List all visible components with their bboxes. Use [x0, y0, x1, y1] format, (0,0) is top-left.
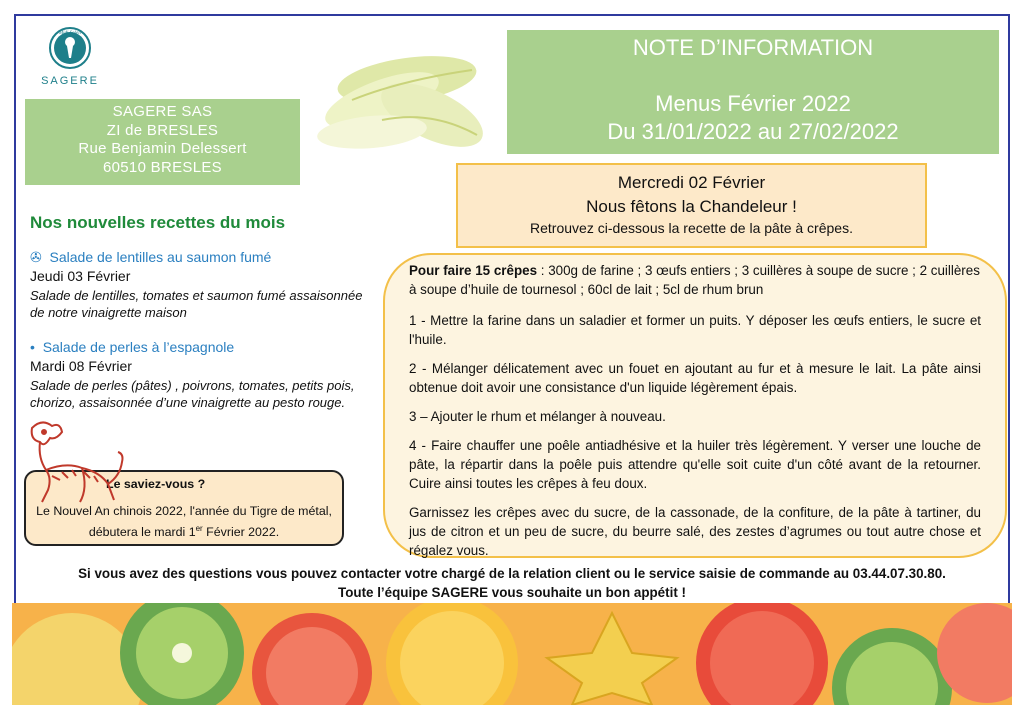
closing-line: Toute l’équipe SAGERE vous souhaite un bon appétit ! [338, 585, 686, 600]
dish-description: Salade de lentilles, tomates et saumon fumé assaisonnée de notre vinaigrette maison [30, 288, 363, 320]
recipe-ingredients: Pour faire 15 crêpes : 300g de farine ; 3 œufs entiers ; 3 cuillères à soupe de sucre ; 2 cuillères à soupe d’huile de tournesol ; 60cl de lait ; 5cl de rhum brun [409, 263, 980, 297]
note-period: Du 31/01/2022 au 27/02/2022 [607, 119, 899, 144]
dish-title: ✇ Salade de lentilles au saumon fumé [30, 249, 272, 265]
endive-image [312, 40, 492, 155]
note-menus: Menus Février 2022 [655, 91, 851, 116]
recipe-step: 2 - Mélanger délicatement avec un fouet en ajoutant au fur et à mesure le lait. La pâte ainsi obtenue doit avoir une consistance d'un liquide légèrement épais. [409, 361, 981, 395]
dish-bullet-icon: ✇ [30, 249, 42, 265]
did-you-know-body: Le Nouvel An chinois 2022, l'année du Tigre de métal, débutera le mardi 1er Février 2022. [36, 504, 332, 540]
recipe-step: 1 - Mettre la farine dans un saladier et former un puits. Y déposer les œufs entiers, le sucre et l'huile. [409, 313, 981, 347]
tiger-icon [22, 418, 126, 508]
address-line: 60510 BRESLES [103, 158, 222, 176]
did-you-know-title: Le saviez-vous ? [106, 477, 206, 491]
recipe-step: 4 - Faire chauffer une poêle antiadhésive et la huiler très légèrement. Y verser une louche de pâte, la répartir dans la poêle puis attendre qu'elle soit cuite d'un côté avant de la retourner. Cuire ainsi toutes les crêpes à feu doux. [409, 438, 981, 491]
address-line: SAGERE SAS [112, 103, 213, 120]
recipe-garnish: Garnissez les crêpes avec du sucre, de la cassonade, de la confiture, de la pâte à tartiner, du jus de citron et un peu de sucre, du beurre salé, des zestes d’agrumes ou tout autre chose et régalez vous. [409, 505, 981, 558]
chandeleur-box [456, 163, 927, 248]
chandeleur-heading: Nous fêtons la Chandeleur ! [586, 197, 797, 216]
info-note-box [507, 30, 999, 154]
dish-bullet-icon: • [30, 339, 35, 355]
recipe-step: 3 – Ajouter le rhum et mélanger à nouveau. [409, 409, 666, 424]
note-title: NOTE D’INFORMATION [632, 35, 874, 60]
dish-title: • Salade de perles à l’espagnole [30, 339, 235, 355]
chandeleur-subheading: Retrouvez ci-dessous la recette de la pâte à crêpes. [530, 220, 853, 236]
address-line: Rue Benjamin Delessert [78, 140, 247, 157]
address-box [25, 99, 300, 185]
citrus-fruits-banner [12, 603, 1012, 705]
sagere-logo [37, 24, 103, 90]
contact-line: Si vous avez des questions vous pouvez contacter votre chargé de la relation client ou le service saisie de commande au 03.44.07.30.80. [78, 566, 946, 581]
dish-description: Salade de perles (pâtes) , poivrons, tomates, petits pois, chorizo, assaisonnée d’une vinaigrette au pesto rouge. [30, 378, 355, 410]
logo-caption: SAGERE [41, 75, 99, 87]
dish-date: Mardi 08 Février [30, 358, 132, 374]
contact-info [0, 564, 1024, 602]
dish-date: Jeudi 03 Février [30, 268, 131, 284]
recipes-title: Nos nouvelles recettes du mois [30, 213, 286, 232]
address-line: ZI de BRESLES [106, 121, 219, 139]
crepe-recipe-box [383, 253, 1007, 558]
logo-subcaption: Midi Soleil [58, 31, 82, 36]
chandeleur-date: Mercredi 02 Février [617, 173, 766, 192]
